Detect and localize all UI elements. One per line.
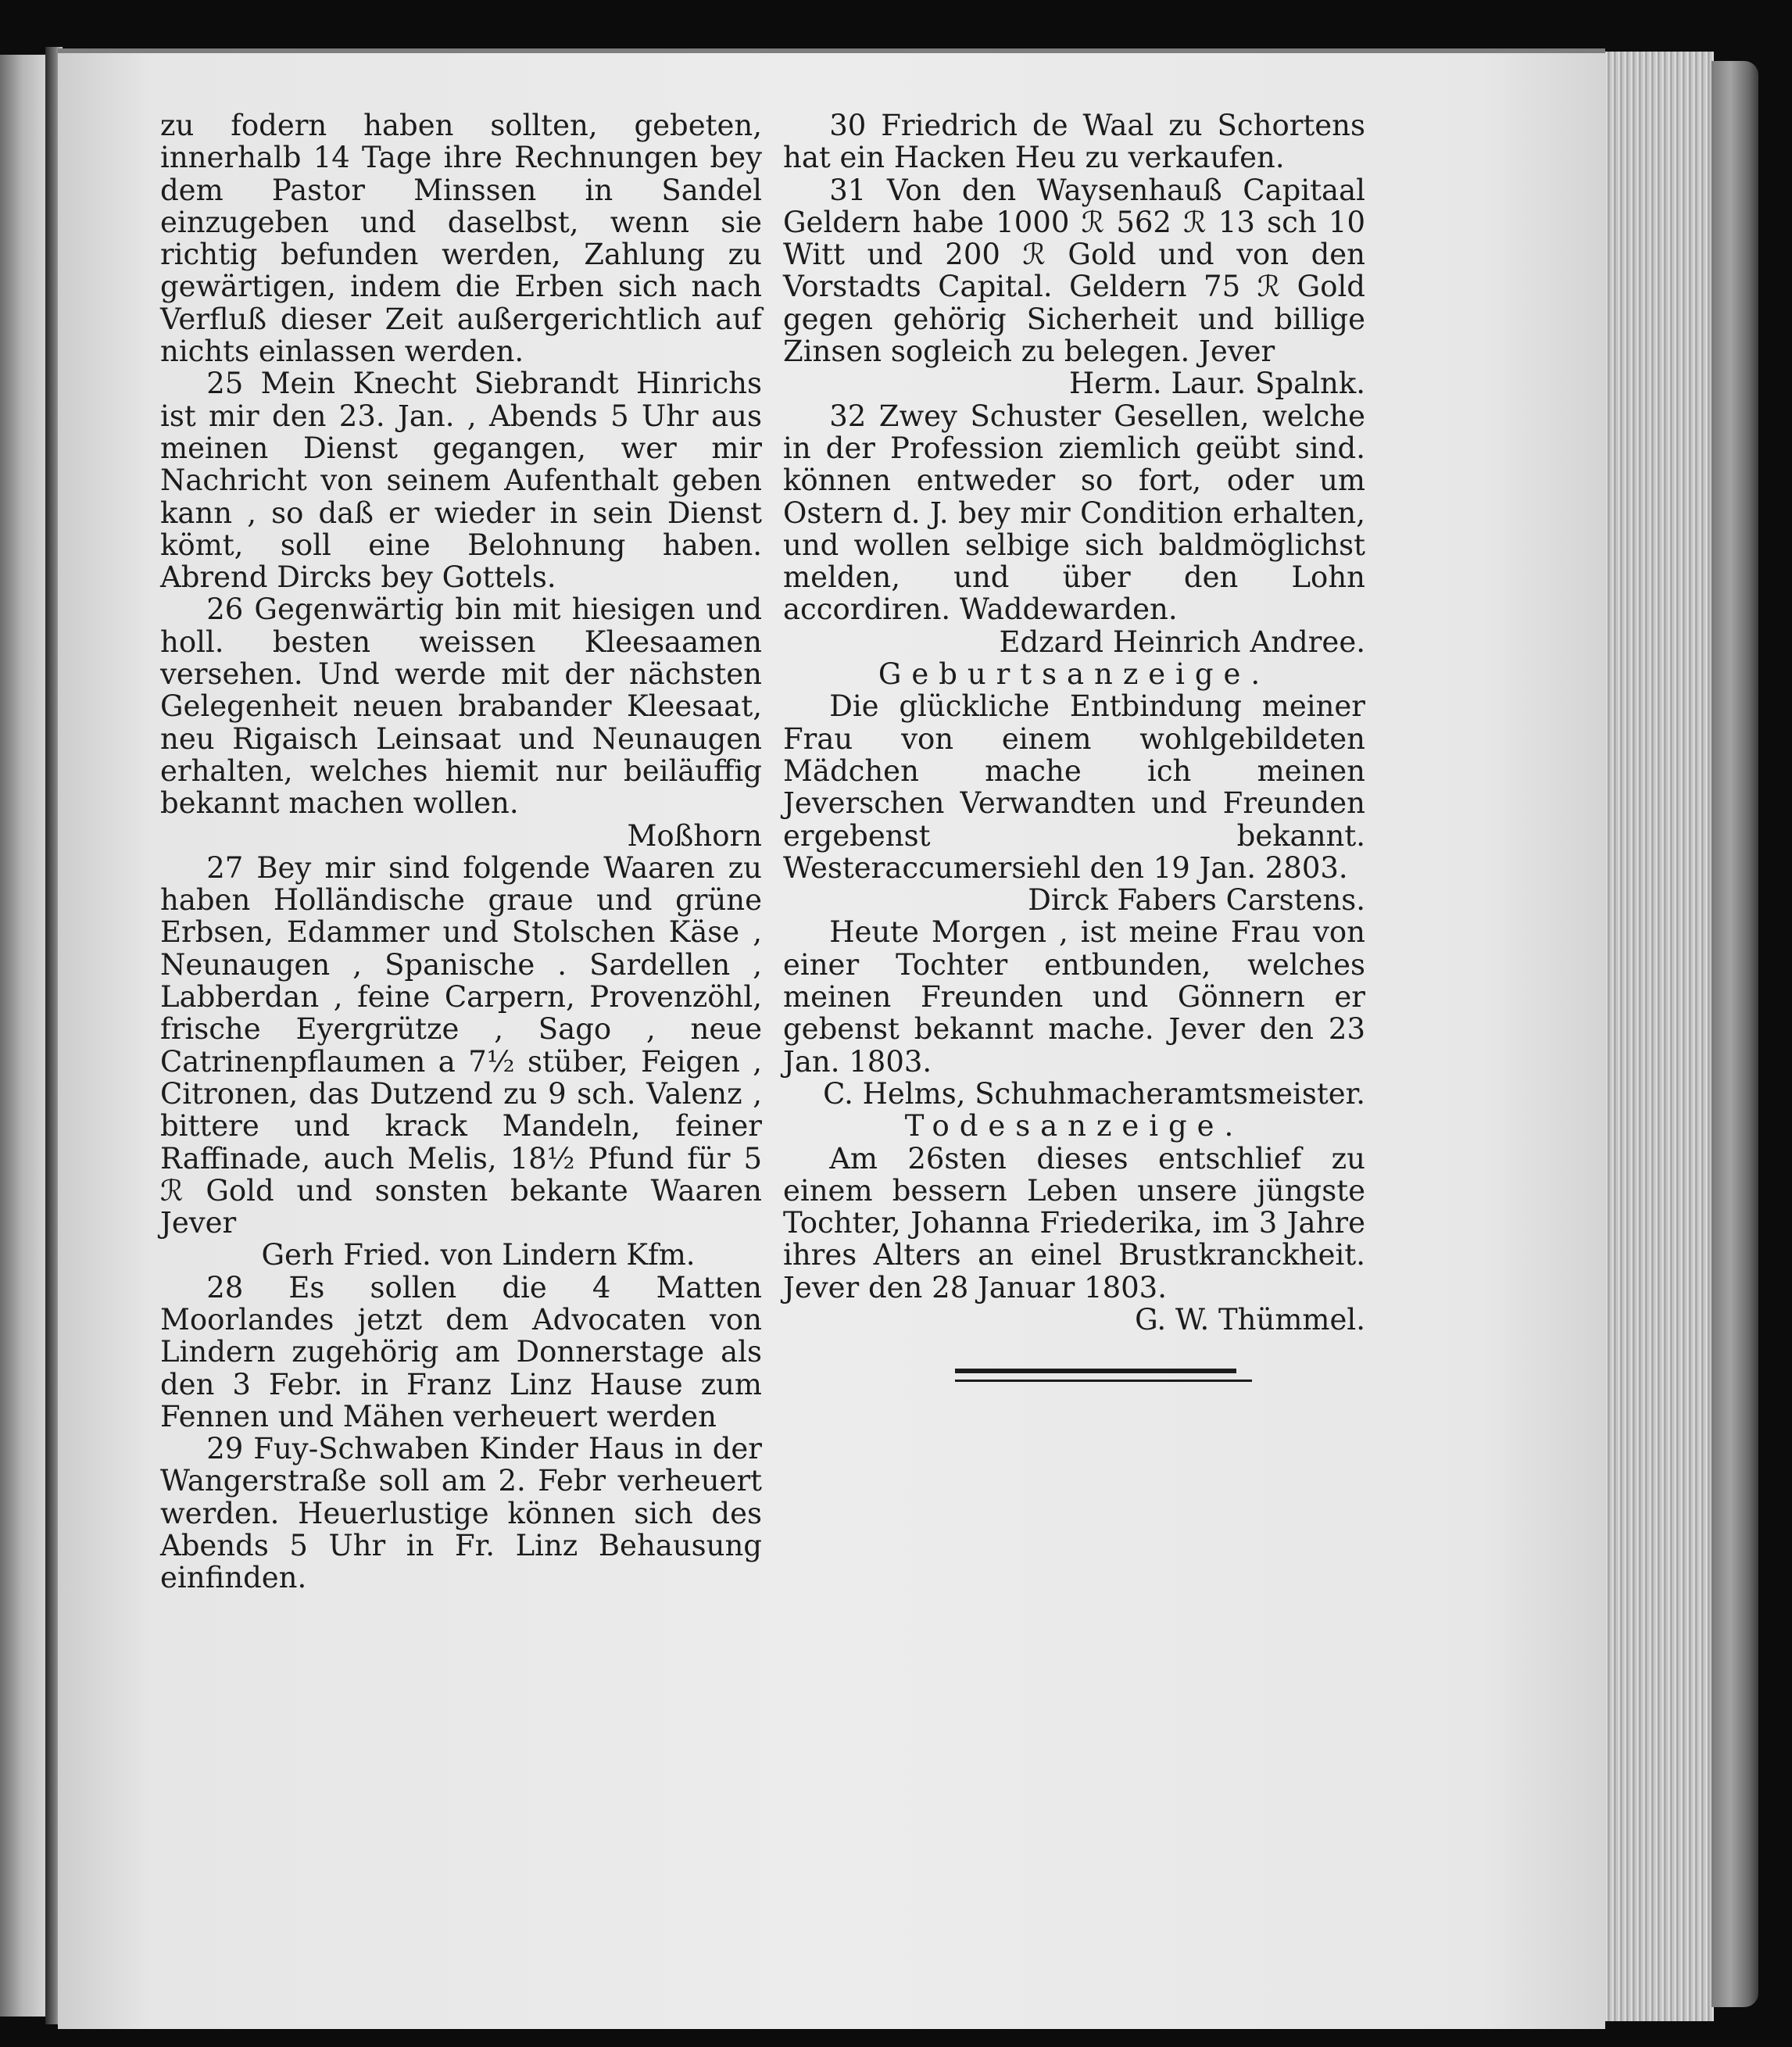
notice-32: 32 Zwey Schuster Gesellen, welche in der Profession ziemlich geübt sind. können entweder so fort, oder um Ostern d. J. bey mir Condition erhalten, und wollen selbige sich baldmöglichst melden, und über den Lohn accordiren. Waddewarden. <box>783 399 1365 627</box>
birth-announcement-heading: Geburtsanzeige. <box>878 657 1271 692</box>
birth-announcement-1: Die glückliche Entbindung meiner Frau von einem wohlgebildeten Mädchen mache ich meinen Jeverschen Verwandten und Freunden ergebenst bekannt. Westeraccumersiehl den 19 Jan. 2803. <box>783 689 1365 885</box>
notice-27-signature: Gerh Fried. von Lindern Kfm. <box>261 1238 696 1272</box>
birth-announcement-1-signature: Dirck Fabers Carstens. <box>1028 883 1365 918</box>
notice-31: 31 Von den Waysenhauß Capitaal Geldern habe 1000 ℛ 562 ℛ 13 sch 10 Witt und 200 ℛ Gold und von den Vorstadts Capital. Geldern 75 ℛ Gold gegen gehörig Sicherheit und billige Zinsen sogleich zu belegen. Jever <box>783 173 1365 369</box>
birth-announcement-2: Heute Morgen , ist meine Frau von einer Tochter entbunden, welches meinen Freunden und Gönnern er gebenst bekannt mache. Jever den 23 Jan. 1803. <box>783 915 1365 1079</box>
notice-25: 25 Mein Knecht Siebrandt Hinrichs ist mir den 23. Jan. , Abends 5 Uhr aus meinen Dienst gegangen, wer mir Nachricht von seinem Aufenthalt geben kann , so daß er wieder in sein Dienst kömt, soll eine Belohnung haben. Abrend Dircks bey Gottels. <box>160 367 762 595</box>
death-announcement: Am 26sten dieses entschlief zu einem bessern Leben unsere jüngste Tochter, Johanna Friederika, im 3 Jahre ihres Alters an einel Brustkranckheit. Jever den 28 Januar 1803. <box>783 1141 1365 1304</box>
right-column <box>783 109 1365 1388</box>
left-column <box>160 109 762 1594</box>
closing-rule-thick <box>955 1369 1236 1373</box>
notice-31-signature: Herm. Laur. Spalnk. <box>1069 367 1365 401</box>
birth-announcement-2-signature: C. Helms, Schuhmacheramtsmeister. <box>823 1076 1365 1111</box>
notice-continuation: zu fodern haben sollten, gebeten, innerhalb 14 Tage ihre Rechnungen bey dem Pastor Minssen in Sandel einzugeben und daselbst, wenn sie richtig befunden werden, Zahlung zu gewärtigen, indem die Erben sich nach Verfluß dieser Zeit außergerichtlich auf nichts einlassen werden. <box>160 109 762 369</box>
notice-26-signature: Moßhorn <box>627 818 762 853</box>
page-block-edges <box>1602 52 1714 2021</box>
death-announcement-heading: Todesanzeige. <box>904 1109 1244 1143</box>
notice-30: 30 Friedrich de Waal zu Schortens hat ein Hacken Heu zu verkaufen. <box>783 109 1365 175</box>
notice-32-signature: Edzard Heinrich Andree. <box>999 624 1365 659</box>
death-announcement-signature: G. W. Thümmel. <box>1135 1302 1365 1337</box>
closing-rule <box>783 1369 1365 1382</box>
notice-26: 26 Gegenwärtig bin mit hiesigen und holl. besten weissen Kleesaamen versehen. Und werde mit der nächsten Gelegenheit neuen brabander Kleesaat, neu Rigaisch Leinsaat und Neunaugen erhalten, welches hiemit nur beiläuffig bekannt machen wollen. <box>160 592 762 821</box>
notice-29: 29 Fuy-Schwaben Kinder Haus in der Wangerstraße soll am 2. Febr verheuert werden. Heuerlustige können sich des Abends 5 Uhr in Fr. Linz Behausung einfinden. <box>160 1432 762 1595</box>
left-page-edge <box>0 55 48 2017</box>
notice-28: 28 Es sollen die 4 Matten Moorlandes jetzt dem Advocaten von Lindern zugehörig am Donnerstage als den 3 Febr. in Franz Linz Hause zum Fennen und Mähen verheuert werden <box>160 1270 762 1433</box>
book-cover-edge <box>1712 61 1758 2007</box>
notice-27: 27 Bey mir sind folgende Waaren zu haben Holländische graue und grüne Erbsen, Edammer und Stolschen Käse , Neunaugen , Spanische . Sardellen , Labberdan , feine Carpern, Provenzöhl, frische Eyergrütze , Sago , neue Catrinenpflaumen a 7½ stüber, Feigen , Citronen, das Dutzend zu 9 sch. Valenz , bittere und krack Mandeln, feiner Raffinade, auch Melis, 18½ Pfund für 5 ℛ Gold und sonsten bekante Waaren Jever <box>160 850 762 1240</box>
closing-rule-thin <box>955 1380 1252 1382</box>
